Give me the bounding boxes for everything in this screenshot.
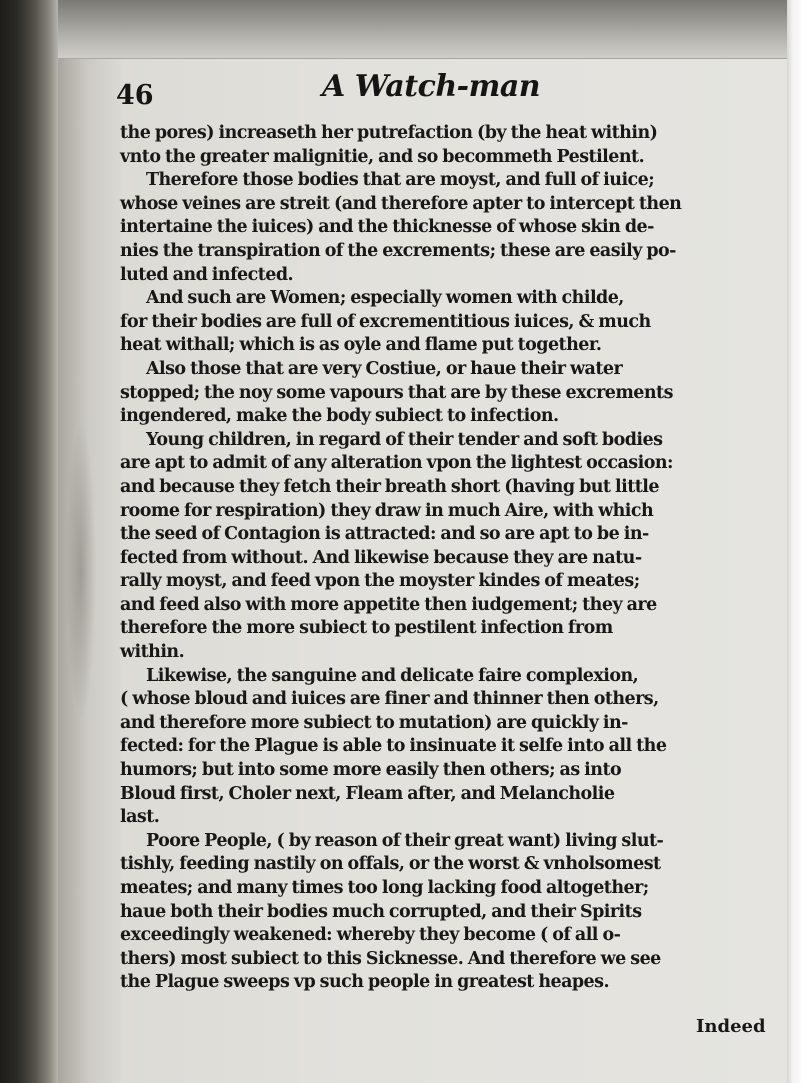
text-line: fected: for the Plague is able to insinuate it selfe into all the	[120, 736, 667, 757]
body-text	[120, 122, 770, 995]
text-line: therefore the more subiect to pestilent infection from	[120, 618, 613, 639]
text-line: roome for respiration) they draw in much Aire, with which	[120, 500, 654, 521]
text-line: ingendered, make the body subiect to infection.	[120, 406, 559, 427]
book-binding-gutter	[0, 0, 58, 1083]
text-line: the Plague sweeps vp such people in greatest heapes.	[120, 972, 609, 993]
text-line: stopped; the noy some vapours that are by these excrements	[120, 382, 673, 403]
text-line: Therefore those bodies that are moyst, and full of iuice;	[146, 170, 655, 191]
text-line: exceedingly weakened: whereby they become ( of all o-	[120, 925, 621, 946]
running-head: A Watch-man	[322, 69, 541, 104]
page-edge	[787, 0, 801, 1083]
text-line: for their bodies are full of excrementitious iuices, & much	[120, 311, 651, 332]
page-number: 46	[116, 80, 154, 111]
text-line: are apt to admit of any alteration vpon the lightest occasion:	[120, 453, 673, 474]
text-line: last.	[120, 807, 160, 828]
catchword: Indeed	[696, 1016, 766, 1037]
text-line: And such are Women; especially women with childe,	[146, 288, 624, 309]
page-top-shadow	[58, 0, 787, 58]
text-line: Likewise, the sanguine and delicate faire complexion,	[146, 665, 639, 686]
text-line: the pores) increaseth her putrefaction (by the heat within)	[120, 123, 658, 143]
text-line: and therefore more subiect to mutation) are quickly in-	[120, 712, 628, 733]
text-line: Young children, in regard of their tender and soft bodies	[146, 429, 663, 450]
text-line: the seed of Contagion is attracted: and so are apt to be in-	[120, 524, 649, 545]
text-line: luted and infected.	[120, 264, 294, 285]
text-line: and feed also with more appetite then iudgement; they are	[120, 594, 657, 615]
text-line: vnto the greater malignitie, and so becommeth Pestilent.	[120, 146, 645, 167]
text-line: Poore People, ( by reason of their great want) living slut-	[146, 830, 664, 851]
text-line: fected from without. And likewise because they are natu-	[120, 547, 642, 568]
text-line: humors; but into some more easily then others; as into	[120, 760, 622, 781]
text-line: and because they fetch their breath short (having but little	[120, 476, 659, 497]
text-line: haue both their bodies much corrupted, and their Spirits	[120, 901, 642, 922]
text-line: Bloud first, Choler next, Fleam after, and Melancholie	[120, 783, 615, 804]
text-line: thers) most subiect to this Sicknesse. And therefore we see	[120, 948, 661, 969]
text-line: meates; and many times too long lacking food altogether;	[120, 878, 649, 898]
text-line: Also those that are very Costiue, or haue their water	[146, 358, 623, 379]
text-line: heat withall; which is as oyle and flame put together.	[120, 335, 602, 356]
text-line: tishly, feeding nastily on offals, or the worst & vnholsomest	[120, 854, 661, 875]
text-line: nies the transpiration of the excrements; these are easily po-	[120, 240, 676, 261]
text-line: within.	[120, 642, 185, 663]
text-line: intertaine the iuices) and the thicknesse of whose skin de-	[120, 217, 654, 238]
text-line: ( whose bloud and iuices are finer and thinner then others,	[120, 689, 659, 710]
text-line: whose veines are streit (and therefore apter to intercept then	[120, 193, 682, 214]
ink-smudge	[66, 420, 96, 720]
text-line: rally moyst, and feed vpon the moyster kindes of meates;	[120, 571, 640, 592]
